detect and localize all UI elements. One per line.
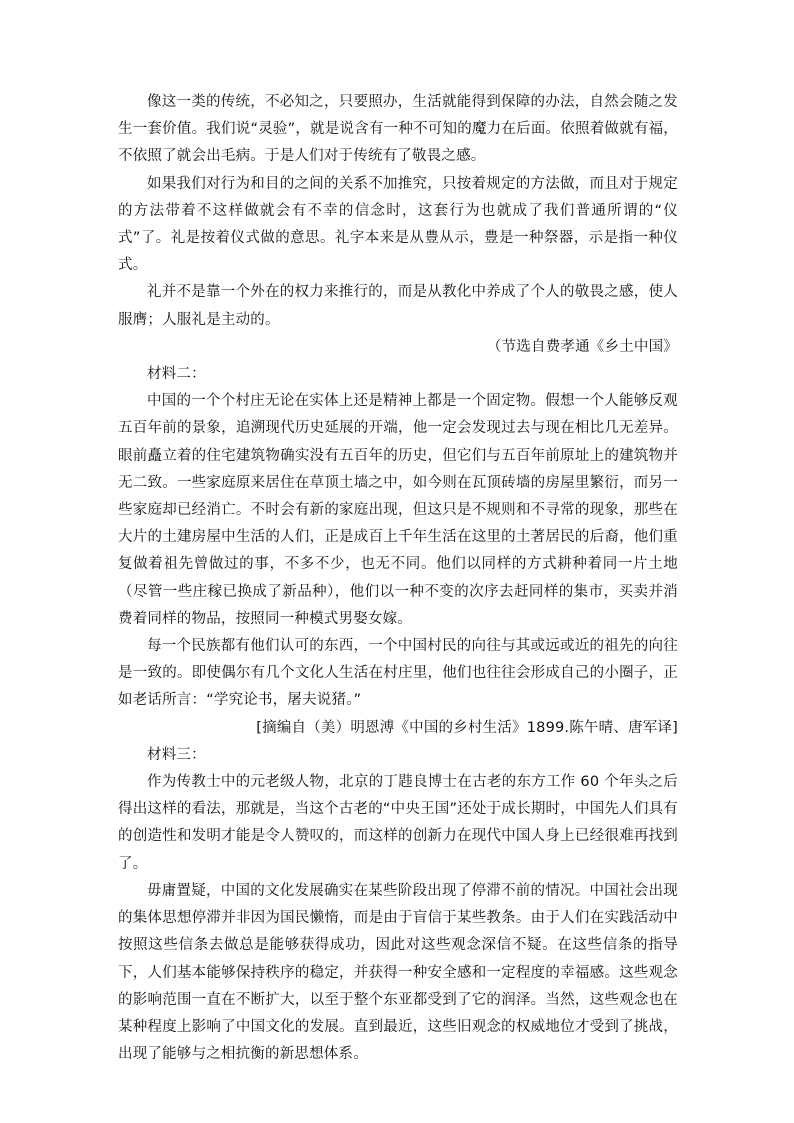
- paragraph-li: 礼并不是靠一个外在的权力来推行的，而是从教化中养成了个人的敬畏之感，使人服膺；人服礼是主动的。: [118, 284, 678, 328]
- paragraph-village: 中国的一个个村庄无论在实体上还是精神上都是一个固定物。假想一个人能够反观五百年前的景象，追溯现代历史延展的开端，他一定会发现过去与现在相比几无差异。眼前矗立着的住宅建筑物确实没有五百年的历史，但它们与五百年前原址上的建筑物并无二致。一些家庭原来居住在草顶土墙之中，如今则在瓦顶砖墙的房屋里繁衍，而另一些家庭却已经消亡。不时会有新的家庭出现，但这只是不规则和不寻常的现象，那些在大片的土建房屋中生活的人们，正是成百上千年生活在这里的土著居民的后裔，他们重复做着祖先曾做过的事，不多不少，也无不同。他们以同样的方式耕种着同一片土地（尽管一些庄稼已换成了新品种），他们以一种不变的次序去赶同样的集市，买卖并消费着同样的物品，按照同一种模式男娶女嫁。: [118, 393, 678, 627]
- paragraph-ritual: 如果我们对行为和目的之间的关系不加推究，只按着规定的方法做，而且对于规定的方法带着不这样做就会有不幸的信念时，这套行为也就成了我们普通所谓的“仪式”了。礼是按着仪式做的意思。礼字本来是从豊从示，豊是一种祭器，示是指一种仪式。: [118, 175, 678, 274]
- paragraph-tradition-value: 像这一类的传统，不必知之，只要照办，生活就能得到保障的办法，自然会随之发生一套价值。我们说“灵验”，就是说含有一种不可知的魔力在后面。依照着做就有福，不依照了就会出毛病。于是人们对于传统有了敬畏之感。: [118, 94, 678, 165]
- paragraph-missionary: 作为传教士中的元老级人物，北京的丁韪良博士在古老的东方工作 60 个年头之后得出这样的看法，那就是，当这个古老的“中央王国”还处于成长期时，中国先人们具有的创造性和发明才能是令人赞叹的，而这样的创新力在现代中国人身上已经很难再找到了。: [118, 774, 678, 872]
- document-body: [118, 89, 678, 1068]
- source-citation-2: [摘编自（美）明恩溥《中国的乡村生活》1899.陈午晴、唐军译]: [256, 719, 678, 736]
- section-heading-material-3: 材料三：: [147, 746, 206, 763]
- section-heading-material-2: 材料二：: [147, 366, 206, 383]
- paragraph-villager: 每一个民族都有他们认可的东西，一个中国村民的向往与其或远或近的祖先的向往是一致的。即使偶尔有几个文化人生活在村庄里，他们也往往会形成自己的小圈子，正如老话所言：“学究论书，屠夫说猪。”: [118, 638, 678, 709]
- source-citation-1: （节选自费孝通《乡土中国》: [486, 338, 678, 355]
- paragraph-stagnation: 毋庸置疑，中国的文化发展确实在某些阶段出现了停滞不前的情况。中国社会出现的集体思想停滞并非因为国民懒惰，而是由于盲信于某些教条。由于人们在实践活动中按照这些信条去做总是能够获得成功，因此对这些观念深信不疑。在这些信条的指导下，人们基本能够保持秩序的稳定，并获得一种安全感和一定程度的幸福感。这些观念的影响范围一直在不断扩大，以至于整个东亚都受到了它的润泽。当然，这些观念也在某种程度上影响了中国文化的发展。直到最近，这些旧观念的权威地位才受到了挑战，出现了能够与之相抗衡的新思想体系。: [118, 882, 678, 1063]
